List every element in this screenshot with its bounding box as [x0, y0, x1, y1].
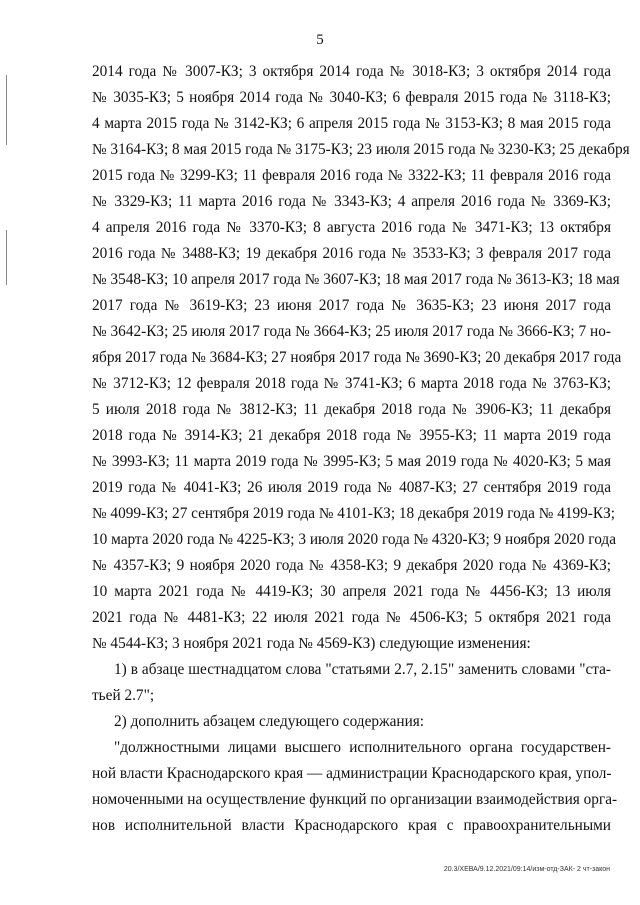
margin-mark — [6, 75, 7, 145]
footer-document-code: 20.3/ХЕВА/9.12.2021/09:14/изм-отд-ЗАК- 2 чт-закон — [443, 866, 610, 873]
text-line: № 4544-КЗ; 3 ноября 2021 года № 4569-КЗ) следующие изменения: — [92, 635, 531, 652]
page-number: 5 — [316, 32, 324, 48]
text-line: 2015 года № 3299-КЗ; 11 февраля 2016 года № 3322-КЗ; 11 февраля 2016 года — [92, 167, 611, 184]
text-line: 2014 года № 3007-КЗ; 3 октября 2014 года № 3018-КЗ; 3 октября 2014 года — [92, 63, 611, 80]
text-line: № 4357-КЗ; 9 ноября 2020 года № 4358-КЗ; 9 декабря 2020 года № 4369-КЗ; — [92, 557, 611, 574]
text-line: № 3164-КЗ; 8 мая 2015 года № 3175-КЗ; 23 июля 2015 года № 3230-КЗ; 25 декабря — [92, 141, 630, 158]
text-line: ября 2017 года № 3684-КЗ; 27 ноября 2017 года № 3690-КЗ; 20 декабря 2017 года — [92, 349, 622, 366]
text-line: 2021 года № 4481-КЗ; 22 июля 2021 года № 4506-КЗ; 5 октября 2021 года — [92, 609, 611, 626]
text-line: № 3993-КЗ; 11 марта 2019 года № 3995-КЗ; 5 мая 2019 года № 4020-КЗ; 5 мая — [92, 453, 611, 470]
text-line: № 3035-КЗ; 5 ноября 2014 года № 3040-КЗ; 6 февраля 2015 года № 3118-КЗ; — [92, 89, 611, 106]
text-line: 10 марта 2020 года № 4225-КЗ; 3 июля 2020 года № 4320-КЗ; 9 ноября 2020 года — [92, 531, 616, 548]
text-line: нов исполнительной власти Краснодарского края с правоохранительными — [92, 817, 611, 834]
text-line: ной власти Краснодарского края — администрации Краснодарского края, упол- — [92, 765, 612, 782]
text-line: № 3548-КЗ; 10 апреля 2017 года № 3607-КЗ; 18 мая 2017 года № 3613-КЗ; 18 мая — [92, 271, 620, 288]
document-body — [92, 59, 630, 839]
text-line: 2019 года № 4041-КЗ; 26 июля 2019 года № 4087-КЗ; 27 сентября 2019 года — [92, 479, 611, 496]
text-line: № 3712-КЗ; 12 февраля 2018 года № 3741-КЗ; 6 марта 2018 года № 3763-КЗ; — [92, 375, 611, 392]
margin-mark — [6, 230, 7, 285]
text-line: № 3329-КЗ; 11 марта 2016 года № 3343-КЗ; 4 апреля 2016 года № 3369-КЗ; — [92, 193, 611, 210]
text-line: 2017 года № 3619-КЗ; 23 июня 2017 года № 3635-КЗ; 23 июня 2017 года — [92, 297, 611, 314]
text-line: номоченными на осуществление функций по организации взаимодействия орга- — [92, 791, 618, 808]
text-line: № 3642-КЗ; 25 июля 2017 года № 3664-КЗ; 25 июля 2017 года № 3666-КЗ; 7 но- — [92, 323, 611, 340]
text-line: 4 марта 2015 года № 3142-КЗ; 6 апреля 2015 года № 3153-КЗ; 8 мая 2015 года — [92, 115, 611, 132]
text-line: 1) в абзаце шестнадцатом слова "статьями 2.7, 2.15" заменить словами "ста- — [114, 661, 611, 678]
text-line: "должностными лицами высшего исполнительного органа государствен- — [114, 739, 611, 756]
text-line: 2018 года № 3914-КЗ; 21 декабря 2018 года № 3955-КЗ; 11 марта 2019 года — [92, 427, 611, 444]
text-line: 4 апреля 2016 года № 3370-КЗ; 8 августа 2016 года № 3471-КЗ; 13 октября — [92, 219, 611, 236]
text-line: 10 марта 2021 года № 4419-КЗ; 30 апреля 2021 года № 4456-КЗ; 13 июля — [92, 583, 611, 600]
text-line: № 4099-КЗ; 27 сентября 2019 года № 4101-КЗ; 18 декабря 2019 года № 4199-КЗ; — [92, 505, 616, 522]
text-line: 2016 года № 3488-КЗ; 19 декабря 2016 года № 3533-КЗ; 3 февраля 2017 года — [92, 245, 611, 262]
text-line: 2) дополнить абзацем следующего содержания: — [114, 713, 425, 730]
text-line: тьей 2.7"; — [92, 687, 155, 704]
text-line: 5 июля 2018 года № 3812-КЗ; 11 декабря 2018 года № 3906-КЗ; 11 декабря — [92, 401, 611, 418]
